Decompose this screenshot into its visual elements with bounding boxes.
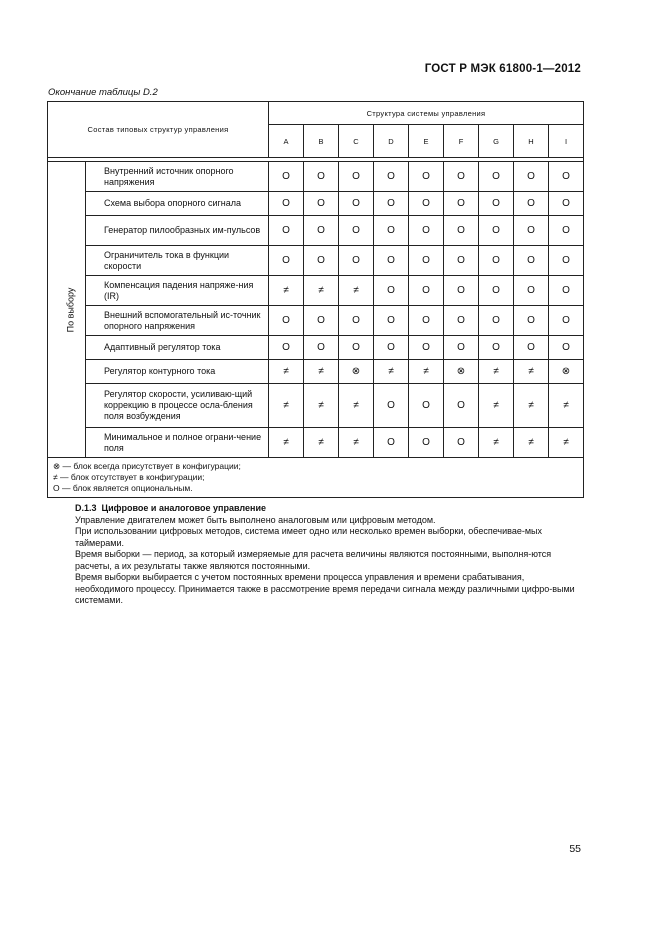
cell-value: O [374,276,409,306]
note-line: O — блок является опциональным. [53,483,193,493]
cell-value: O [339,246,374,276]
cell-value: ≠ [339,428,374,458]
cell-value: O [409,384,444,428]
page-number: 55 [569,843,581,855]
table-row [48,336,584,360]
cell-value: ≠ [479,428,514,458]
cell-value: O [374,428,409,458]
note-line: ≠ — блок отсутствует в конфигурации; [53,472,205,482]
cell-value: O [514,336,549,360]
cell-value: O [304,306,339,336]
cell-value: O [514,192,549,216]
cell-value: ≠ [269,384,304,428]
cell-value: O [479,276,514,306]
table-row [48,306,584,336]
cell-value: O [304,216,339,246]
row-label: Схема выбора опорного сигнала [86,192,269,216]
cell-value: ≠ [304,276,339,306]
table-row [48,162,584,192]
configuration-table [47,101,584,498]
cell-value: O [549,336,584,360]
cell-value: ≠ [269,428,304,458]
cell-value: ≠ [549,384,584,428]
cell-value: O [479,162,514,192]
cell-value: ≠ [304,384,339,428]
cell-value: O [514,246,549,276]
cell-value: O [374,246,409,276]
table-row [48,428,584,458]
cell-value: ⊗ [339,360,374,384]
cell-value: O [549,216,584,246]
cell-value: O [479,216,514,246]
table-notes [48,458,584,498]
cell-value: O [374,162,409,192]
left-header: Состав типовых структур управления [48,102,269,158]
cell-value: O [304,162,339,192]
table-row [48,276,584,306]
cell-value: O [444,192,479,216]
cell-value: ≠ [304,360,339,384]
cell-value: O [444,336,479,360]
paragraph: Управление двигателем может быть выполнено аналоговым или цифровым методом. [75,514,436,525]
cell-value: ≠ [479,360,514,384]
cell-value: ≠ [374,360,409,384]
cell-value: O [339,216,374,246]
column-header: B [304,125,339,158]
cell-value: O [549,192,584,216]
section-heading [75,503,583,515]
cell-value: O [479,306,514,336]
cell-value: O [339,192,374,216]
table-caption: Окончание таблицы D.2 [48,87,158,98]
note-line: ⊗ — блок всегда присутствует в конфигурации; [53,461,241,471]
cell-value: O [549,162,584,192]
cell-value: O [374,192,409,216]
row-label: Минимальное и полное ограни-чение поля [86,428,269,458]
cell-value: ⊗ [549,360,584,384]
paragraph: Время выборки выбирается с учетом постоянных времени процесса управления и времени срабатывания, необходимого процессу. Принимается также в рассмотрение время передачи сигнала между различными цифро-выми системами. [75,572,575,605]
table-row [48,192,584,216]
cell-value: O [549,306,584,336]
cell-value: O [549,246,584,276]
cell-value: O [409,428,444,458]
cell-value: ≠ [339,384,374,428]
cell-value: ≠ [339,276,374,306]
paragraph: Время выборки — период, за который измеряемые для расчета величины являются постоянными, выполня-ются расчеты, а их результаты также являются постоянными. [75,549,552,571]
cell-value: ≠ [269,360,304,384]
cell-value: ≠ [269,276,304,306]
row-label: Регулятор скорости, усиливаю-щий коррекцию в процессе осла-бления поля возбуждения [86,384,269,428]
cell-value: O [409,216,444,246]
row-label: Регулятор контурного тока [86,360,269,384]
cell-value: O [444,276,479,306]
cell-value: O [444,306,479,336]
paragraph: При использовании цифровых методов, система имеет одно или несколько времен выборки, обеспечивае-мых таймерами. [75,526,542,548]
row-label: Генератор пилообразных им-пульсов [86,216,269,246]
cell-value: O [409,306,444,336]
column-header: I [549,125,584,158]
cell-value: O [269,192,304,216]
cell-value: O [339,306,374,336]
cell-value: O [269,246,304,276]
top-header: Структура системы управления [269,102,584,125]
cell-value: O [444,246,479,276]
table-row [48,216,584,246]
cell-value: O [479,246,514,276]
cell-value: O [304,336,339,360]
column-header: A [269,125,304,158]
group-label: По выбору [65,287,76,332]
cell-value: O [444,162,479,192]
cell-value: O [374,306,409,336]
table-row [48,384,584,428]
cell-value: O [409,246,444,276]
cell-value: O [374,336,409,360]
cell-value: O [514,216,549,246]
cell-value: O [409,162,444,192]
cell-value: O [374,384,409,428]
cell-value: O [549,276,584,306]
row-label: Внутренний источник опорного напряжения [86,162,269,192]
cell-value: ≠ [409,360,444,384]
cell-value: O [514,306,549,336]
cell-value: O [374,216,409,246]
cell-value: O [339,162,374,192]
cell-value: O [304,246,339,276]
row-label: Ограничитель тока в функции скорости [86,246,269,276]
cell-value: O [409,276,444,306]
cell-value: ≠ [549,428,584,458]
cell-value: ≠ [514,384,549,428]
cell-value: O [269,216,304,246]
row-label: Адаптивный регулятор тока [86,336,269,360]
cell-value: O [269,306,304,336]
cell-value: O [409,192,444,216]
column-header: F [444,125,479,158]
cell-value: O [269,336,304,360]
cell-value: O [269,162,304,192]
document-number: ГОСТ Р МЭК 61800-1—2012 [424,63,581,75]
table-row [48,360,584,384]
cell-value: O [304,192,339,216]
cell-value: O [339,336,374,360]
column-header: C [339,125,374,158]
cell-value: O [514,276,549,306]
cell-value: O [444,216,479,246]
cell-value: ≠ [514,360,549,384]
cell-value: O [514,162,549,192]
table-row [48,246,584,276]
cell-value: O [409,336,444,360]
group-label-cell [48,162,86,458]
row-label: Компенсация падения напряже-ния (IR) [86,276,269,306]
section-body [75,503,583,607]
row-label: Внешний вспомогательный ис-точник опорного напряжения [86,306,269,336]
cell-value: ≠ [304,428,339,458]
cell-value: ⊗ [444,360,479,384]
cell-value: O [444,428,479,458]
cell-value: ≠ [514,428,549,458]
section-title: Цифровое и аналоговое управление [101,503,266,513]
section-number: D.1.3 [75,503,97,513]
column-header: D [374,125,409,158]
column-header: E [409,125,444,158]
column-header: G [479,125,514,158]
cell-value: O [444,384,479,428]
cell-value: O [479,336,514,360]
cell-value: O [479,192,514,216]
cell-value: ≠ [479,384,514,428]
column-header: H [514,125,549,158]
